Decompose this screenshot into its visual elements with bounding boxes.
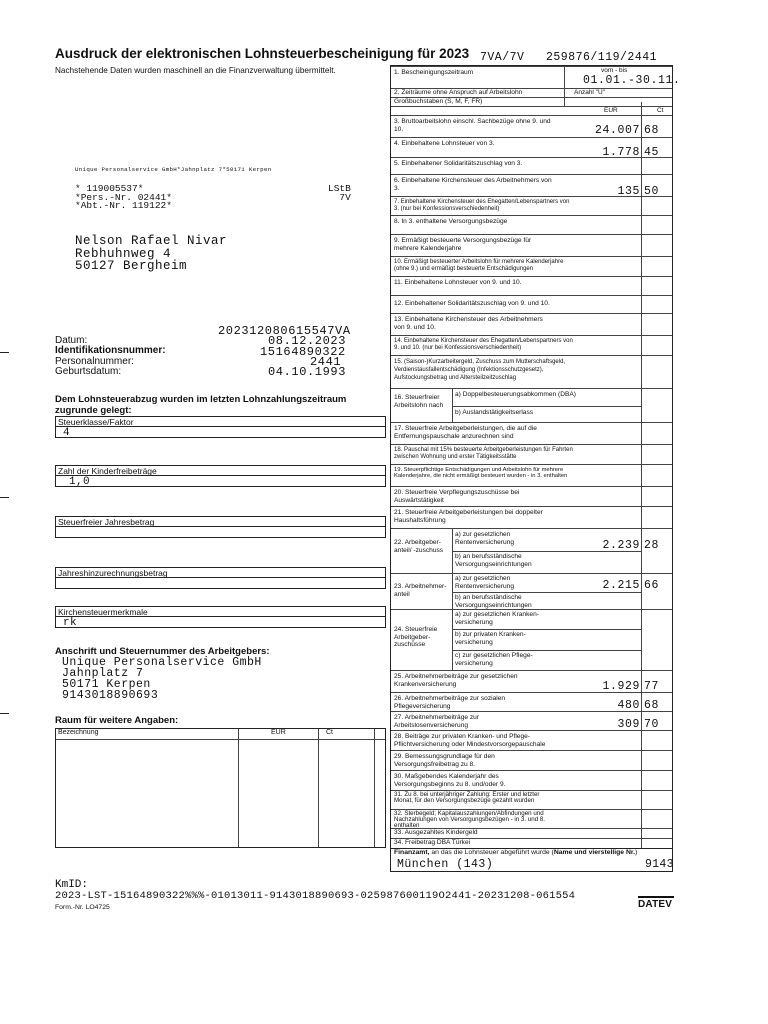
kirchen-label-box: Kirchensteuermerkmale [55,606,386,617]
row-21: 21. Steuerfreie Arbeitgeberleistungen bei doppelter Haushaltsführung [391,506,672,528]
row-23: 23. Arbeitnehmer-anteil a) zur gesetzlichen Rentenversicherung 2.215 66 b) an berufsständische Versorgungseinrichtungen [391,573,672,609]
row-26: 26. Arbeitnehmerbeiträge zur sozialen Pflegeversicherung 480 68 [391,692,672,711]
datum-value: 08.12.2023 [268,334,347,348]
geb-label: Geburtsdatum: [55,366,122,377]
row-15: 15. (Saison-)Kurzarbeitergeld, Zuschuss zum Mutterschaftsgeld, Verdienstausfallentschädigung (Infektionsschutzgesetz), Aufstockungsbetrag und Altersteilzeitzuschlag [391,355,672,388]
fold-mark [0,713,9,714]
etin: 202312080615547VA [218,324,351,338]
tax-table [390,65,681,849]
id-block: * 119005537* *Pers.-Nr. 02441* *Abt.-Nr. 119122* [75,183,172,212]
lohnzahlung-heading: Dem Lohnsteuerabzug wurden im letzten Lohnzahlungszeitraum zugrunde gelegt: [55,394,347,416]
row-14: 14. Einbehaltene Kirchensteuer des Ehegatten/Lebenspartners von 9. und 10. (nur bei Konfessionsverschiedenheit) [391,335,672,355]
datum-label: Datum: [55,335,88,346]
steuerklasse-label-box: Steuerklasse/Faktor [55,416,386,427]
lstb-mark: LStB 7V [328,183,351,203]
recipient-city: 50127 Bergheim [75,259,188,273]
page-title: Ausdruck der elektronischen Lohnsteuerbescheinigung für 2023 [55,46,470,61]
persnr-label: Personalnummer: [55,356,134,367]
row-24: 24. Steuerfreie Arbeitgeber-zuschüsse a) zur gesetzlichen Kranken-versicherung b) zur privaten Kranken-versicherung c) zur gesetzlichen Pflege-versicherung [391,609,672,670]
additional-info-table [55,728,386,848]
finanzamt-label: Finanzamt, an das die Lohnsteuer abgeführt wurde (Name und vierstellige Nr.) [394,849,638,856]
arbeitgeber-address [62,657,262,701]
jahresbetrag-label-box: Steuerfreier Jahresbetrag [55,516,386,527]
sender-line: Unique Personalservice GmbH*Jahnplatz 7*50171 Kerpen [75,166,272,173]
idnr-label: Identifikationsnummer: [55,345,166,356]
row-4: 4. Einbehaltene Lohnsteuer von 3. 1.778 45 [391,137,672,157]
col-bezeichnung: Bezeichnung [58,729,99,736]
row-33: 33. Ausgezahltes Kindergeld [391,828,672,838]
row-31: 31. Zu 8. bei unterjähriger Zahlung: Erster und letzter Monat, für den Versorgungsbezüge gezahlt wurden [391,790,672,809]
row-22: 22. Arbeitgeber-anteil/ -zuschuss a) zur gesetzlichen Rentenversicherung 2.239 28 b) an berufsständische Versorgungseinrichtungen [391,528,672,573]
finanzamt-value: München (143) [397,858,494,871]
persnr-value: 2441 [310,355,342,369]
row-6: 6. Einbehaltene Kirchensteuer des Arbeitnehmers von 3. 135 50 [391,174,672,196]
col-ct: Ct [326,729,333,736]
kinder-label-box: Zahl der Kinderfreibeträge [55,465,386,476]
steuerklasse-box [55,426,386,438]
jahresbetrag-box [55,526,386,538]
row-3: 3. Bruttoarbeitslohn einschl. Sachbezüge ohne 9. und 10. 24.007 68 [391,115,672,137]
row-2: 2. Zeiträume ohne Anspruch auf Arbeitslohn Anzahl "U" [391,88,672,97]
row-18: 18. Pauschal mit 15% besteuerte Arbeitgeberleistungen für Fahrten zwischen Wohnung und erster Tätigkeitsstätte [391,444,672,464]
fold-mark [0,352,9,353]
col-eur: EUR [271,729,286,736]
hinzurechnung-label-box: Jahreshinzurechnungsbetrag [55,567,386,578]
bescheinigungszeitraum-value: 01.01.-30.11. [583,74,681,87]
row-1: 1. Bescheinigungszeitraum vom - bis 01.01.-30.11. [391,66,672,88]
row-32: 32. Sterbegeld; Kapitalauszahlungen/Abfindungen und Nachzahlungen von Versorgungsbezügen - in 3. und 8. enthalten [391,809,672,828]
datev-logo: DATEV [638,896,674,910]
kirchen-box [55,616,386,628]
row-5: 5. Einbehaltener Solidaritätszuschlag von 3. [391,157,672,174]
reference-number: 259876/119/2441 [546,51,658,64]
geb-value: 04.10.1993 [268,365,347,379]
arbeitgeber-steuernr: 9143018890693 [62,689,159,702]
raum-heading: Raum für weitere Angaben: [55,715,179,726]
finanzamt-box [390,848,673,872]
arbeitgeber-name: Unique Personalservice GmbH [62,656,262,669]
row-25: 25. Arbeitnehmerbeiträge zur gesetzlichen Krankenversicherung 1.929 77 [391,670,672,692]
row-29: 29. Bemessungsgrundlage für den Versorgungsfreibetrag zu 8. [391,750,672,770]
row-28: 28. Beiträge zur privaten Kranken- und Pflege-Pflichtversicherung oder Mindestvorsorgepauschale [391,730,672,750]
form-number: Form.-Nr. LO4725 [55,904,110,911]
row-13: 13. Einbehaltene Kirchensteuer des Arbeitnehmers von 9. und 10. [391,313,672,335]
row-eur-header: EUR Ct [391,106,672,115]
row-12: 12. Einbehaltener Solidaritätszuschlag von 9. und 10. [391,295,672,313]
row-9: 9. Ermäßigt besteuerte Versorgungsbezüge für mehrere Kalenderjahre [391,234,672,256]
row-10: 10. Ermäßigt besteuerter Arbeitslohn für mehrere Kalenderjahre (ohne 9.) und ermäßigt besteuerte Entschädigungen [391,256,672,276]
kinder-box [55,475,386,487]
fold-mark [0,497,9,498]
steuerklasse-value: 4 [63,427,71,439]
finanzamt-nr: 9143 [645,858,674,871]
row-7: 7. Einbehaltene Kirchensteuer des Ehegatten/Lebenspartners von 3. (nur bei Konfessionsverschiedenheit) [391,196,672,215]
recipient-name: Nelson Rafael Nivar [75,234,228,248]
recipient-address [75,235,227,273]
row-16: 16. Steuerfreier Arbeitslohn nach a) Doppelbesteuerungsabkommen (DBA) b) Auslandstätigkeitserlass [391,388,672,422]
row-30: 30. Maßgebendes Kalenderjahr des Versorgungsbeginns zu 8. und/oder 9. [391,770,672,790]
row-2b: Großbuchstaben (S, M, F, FR) [391,97,672,106]
kmid-label: KmID: [55,879,89,891]
row-34: 34. Freibetrag DBA Türkei [391,838,672,848]
form-code: 7VA/7V [480,51,525,64]
kirchen-value: rk [63,617,78,629]
row-8: 8. In 3. enthaltene Versorgungsbezüge [391,215,672,234]
arbeitgeber-street: Jahnplatz 7 [62,667,144,680]
row-17: 17. Steuerfreie Arbeitgeberleistungen, die auf die Entfernungspauschale anzurechnen sind [391,422,672,444]
row-11: 11. Einbehaltene Lohnsteuer von 9. und 10. [391,276,672,295]
row-19: 19. Steuerpflichtige Entschädigungen und Arbeitslohn für mehrere Kalenderjahre, die nicht ermäßigt besteuert wurden - in 3. enthalten [391,464,672,486]
idnr-value: 15164890322 [260,345,346,359]
arbeitgeber-city: 50171 Kerpen [62,678,151,691]
kinder-value: 1,0 [69,476,91,488]
row-27: 27. Arbeitnehmerbeiträge zur Arbeitslosenversicherung 309 70 [391,711,672,730]
arbeitgeber-heading: Anschrift und Steuernummer des Arbeitgebers: [55,646,270,657]
kmid-value: 2023-LST-15164890322%%%-01013011-9143018890693-025987600119O2441-20231208-061554 [55,890,576,902]
row-20: 20. Steuerfreie Verpflegungszuschüsse bei Auswärtstätigkeit [391,486,672,506]
page-subtitle: Nachstehende Daten wurden maschinell an die Finanzverwaltung übermittelt. [55,66,336,75]
recipient-street: Rebhuhnweg 4 [75,246,172,261]
hinzurechnung-box [55,577,386,589]
